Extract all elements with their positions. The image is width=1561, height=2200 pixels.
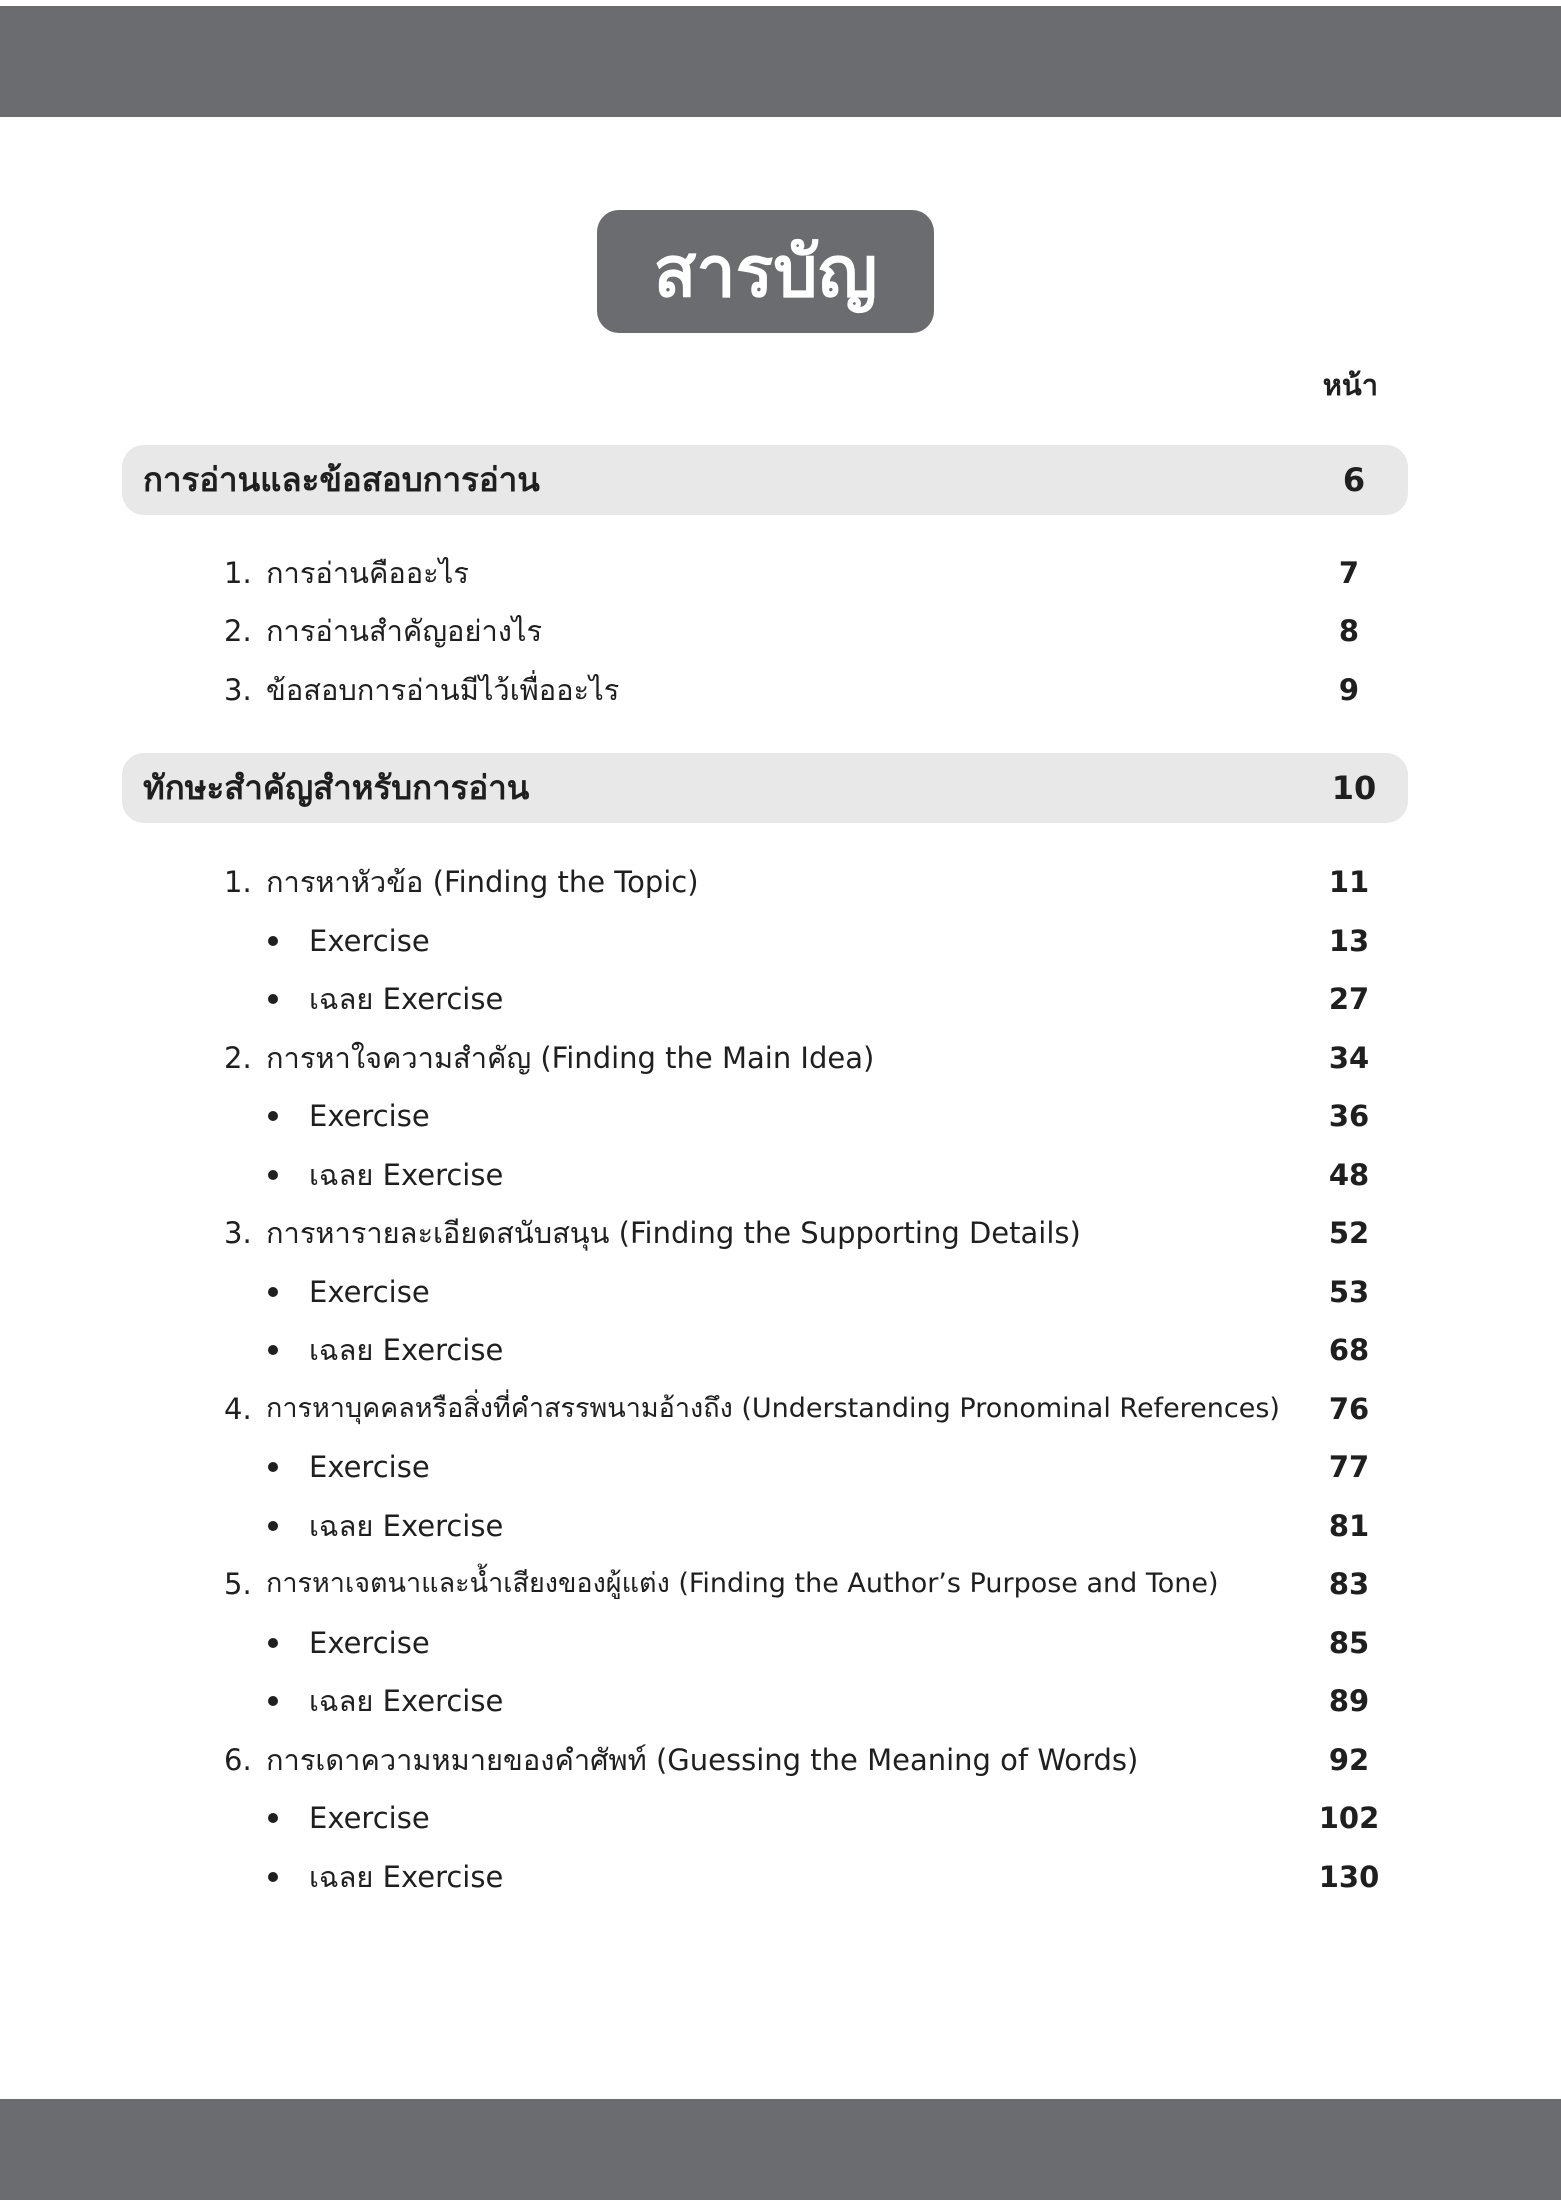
toc-item[interactable] [0, 661, 1561, 719]
subitem-title: Exercise [309, 1626, 430, 1660]
toc-item[interactable] [0, 1380, 1561, 1438]
bullet-icon [268, 1521, 278, 1531]
page-column-header: หน้า [1322, 368, 1378, 402]
toc-subitem[interactable] [0, 1438, 1561, 1496]
item-page-number: 83 [1328, 1567, 1370, 1601]
subitem-page-number: 27 [1328, 982, 1370, 1016]
subitem-title: เฉลย Exercise [309, 982, 504, 1016]
item-title: การเดาความหมายของคำศัพท์ (Guessing the Meaning of Words) [266, 1743, 1139, 1777]
bullet-icon [268, 1111, 278, 1121]
subitem-title: เฉลย Exercise [309, 1860, 504, 1894]
subitem-title: Exercise [309, 1801, 430, 1835]
subitem-page-number: 77 [1328, 1450, 1370, 1484]
bullet-icon [268, 1813, 278, 1823]
item-number: 1. [224, 865, 252, 899]
item-page-number: 34 [1328, 1041, 1370, 1075]
toc-item[interactable] [0, 602, 1561, 660]
toc-item[interactable] [0, 1029, 1561, 1087]
subitem-title: เฉลย Exercise [309, 1333, 504, 1367]
toc-subitem[interactable] [0, 1614, 1561, 1672]
item-number: 1. [224, 556, 252, 590]
subitem-page-number: 89 [1328, 1684, 1370, 1718]
item-page-number: 9 [1338, 673, 1360, 707]
toc-item[interactable] [0, 1731, 1561, 1789]
subitem-title: Exercise [309, 1450, 430, 1484]
subitem-page-number: 53 [1328, 1275, 1370, 1309]
section-page-number: 6 [1342, 461, 1366, 499]
item-page-number: 92 [1328, 1743, 1370, 1777]
toc-subitem[interactable] [0, 1146, 1561, 1204]
subitem-title: Exercise [309, 924, 430, 958]
bullet-icon [268, 994, 278, 1004]
item-number: 2. [224, 1041, 252, 1075]
toc-item[interactable] [0, 1555, 1561, 1613]
subitem-page-number: 130 [1318, 1860, 1380, 1894]
bullet-icon [268, 1170, 278, 1180]
subitem-page-number: 48 [1328, 1158, 1370, 1192]
bullet-icon [268, 1696, 278, 1706]
toc-subitem[interactable] [0, 1321, 1561, 1379]
item-number: 3. [224, 673, 252, 707]
subitem-page-number: 102 [1318, 1801, 1380, 1835]
item-title: การอ่านสำคัญอย่างไร [266, 614, 543, 648]
item-page-number: 11 [1328, 865, 1370, 899]
toc-subitem[interactable] [0, 1087, 1561, 1145]
item-title: การหาเจตนาและน้ำเสียงของผู้แต่ง (Finding the Author’s Purpose and Tone) [266, 1568, 1219, 1599]
item-number: 4. [224, 1392, 252, 1426]
toc-subitem[interactable] [0, 1848, 1561, 1906]
item-number: 2. [224, 614, 252, 648]
toc-subitem[interactable] [0, 1497, 1561, 1555]
bullet-icon [268, 936, 278, 946]
bullet-icon [268, 1462, 278, 1472]
bullet-icon [268, 1345, 278, 1355]
subitem-page-number: 68 [1328, 1333, 1370, 1367]
section-title: ทักษะสำคัญสำหรับการอ่าน [143, 768, 530, 807]
toc-item[interactable] [0, 853, 1561, 911]
footer-band [0, 2099, 1561, 2200]
item-title: การหารายละเอียดสนับสนุน (Finding the Supporting Details) [266, 1216, 1081, 1250]
toc-subitem[interactable] [0, 970, 1561, 1028]
subitem-title: Exercise [309, 1275, 430, 1309]
page-title: สารบัญ [597, 210, 934, 333]
subitem-title: เฉลย Exercise [309, 1509, 504, 1543]
subitem-title: เฉลย Exercise [309, 1158, 504, 1192]
bullet-icon [268, 1287, 278, 1297]
subitem-title: Exercise [309, 1099, 430, 1133]
section-heading [122, 445, 1408, 515]
toc-subitem[interactable] [0, 1672, 1561, 1730]
item-title: การหาใจความสำคัญ (Finding the Main Idea) [266, 1041, 875, 1075]
bullet-icon [268, 1638, 278, 1648]
section-heading [122, 753, 1408, 823]
header-band [0, 6, 1561, 117]
item-page-number: 7 [1338, 556, 1360, 590]
subitem-page-number: 81 [1328, 1509, 1370, 1543]
toc-item[interactable] [0, 544, 1561, 602]
section-title: การอ่านและข้อสอบการอ่าน [143, 460, 540, 499]
subitem-page-number: 13 [1328, 924, 1370, 958]
item-number: 5. [224, 1567, 252, 1601]
toc-subitem[interactable] [0, 1263, 1561, 1321]
item-page-number: 76 [1328, 1392, 1370, 1426]
item-title: การหาบุคคลหรือสิ่งที่คำสรรพนามอ้างถึง (Understanding Pronominal References) [266, 1393, 1280, 1424]
item-title: ข้อสอบการอ่านมีไว้เพื่ออะไร [266, 673, 620, 707]
item-page-number: 8 [1338, 614, 1360, 648]
item-title: การหาหัวข้อ (Finding the Topic) [266, 865, 699, 899]
section-page-number: 10 [1331, 769, 1377, 807]
item-title: การอ่านคืออะไร [266, 556, 469, 590]
toc-subitem[interactable] [0, 912, 1561, 970]
item-number: 3. [224, 1216, 252, 1250]
subitem-page-number: 36 [1328, 1099, 1370, 1133]
toc-subitem[interactable] [0, 1789, 1561, 1847]
item-page-number: 52 [1328, 1216, 1370, 1250]
bullet-icon [268, 1872, 278, 1882]
item-number: 6. [224, 1743, 252, 1777]
subitem-title: เฉลย Exercise [309, 1684, 504, 1718]
toc-item[interactable] [0, 1204, 1561, 1262]
subitem-page-number: 85 [1328, 1626, 1370, 1660]
